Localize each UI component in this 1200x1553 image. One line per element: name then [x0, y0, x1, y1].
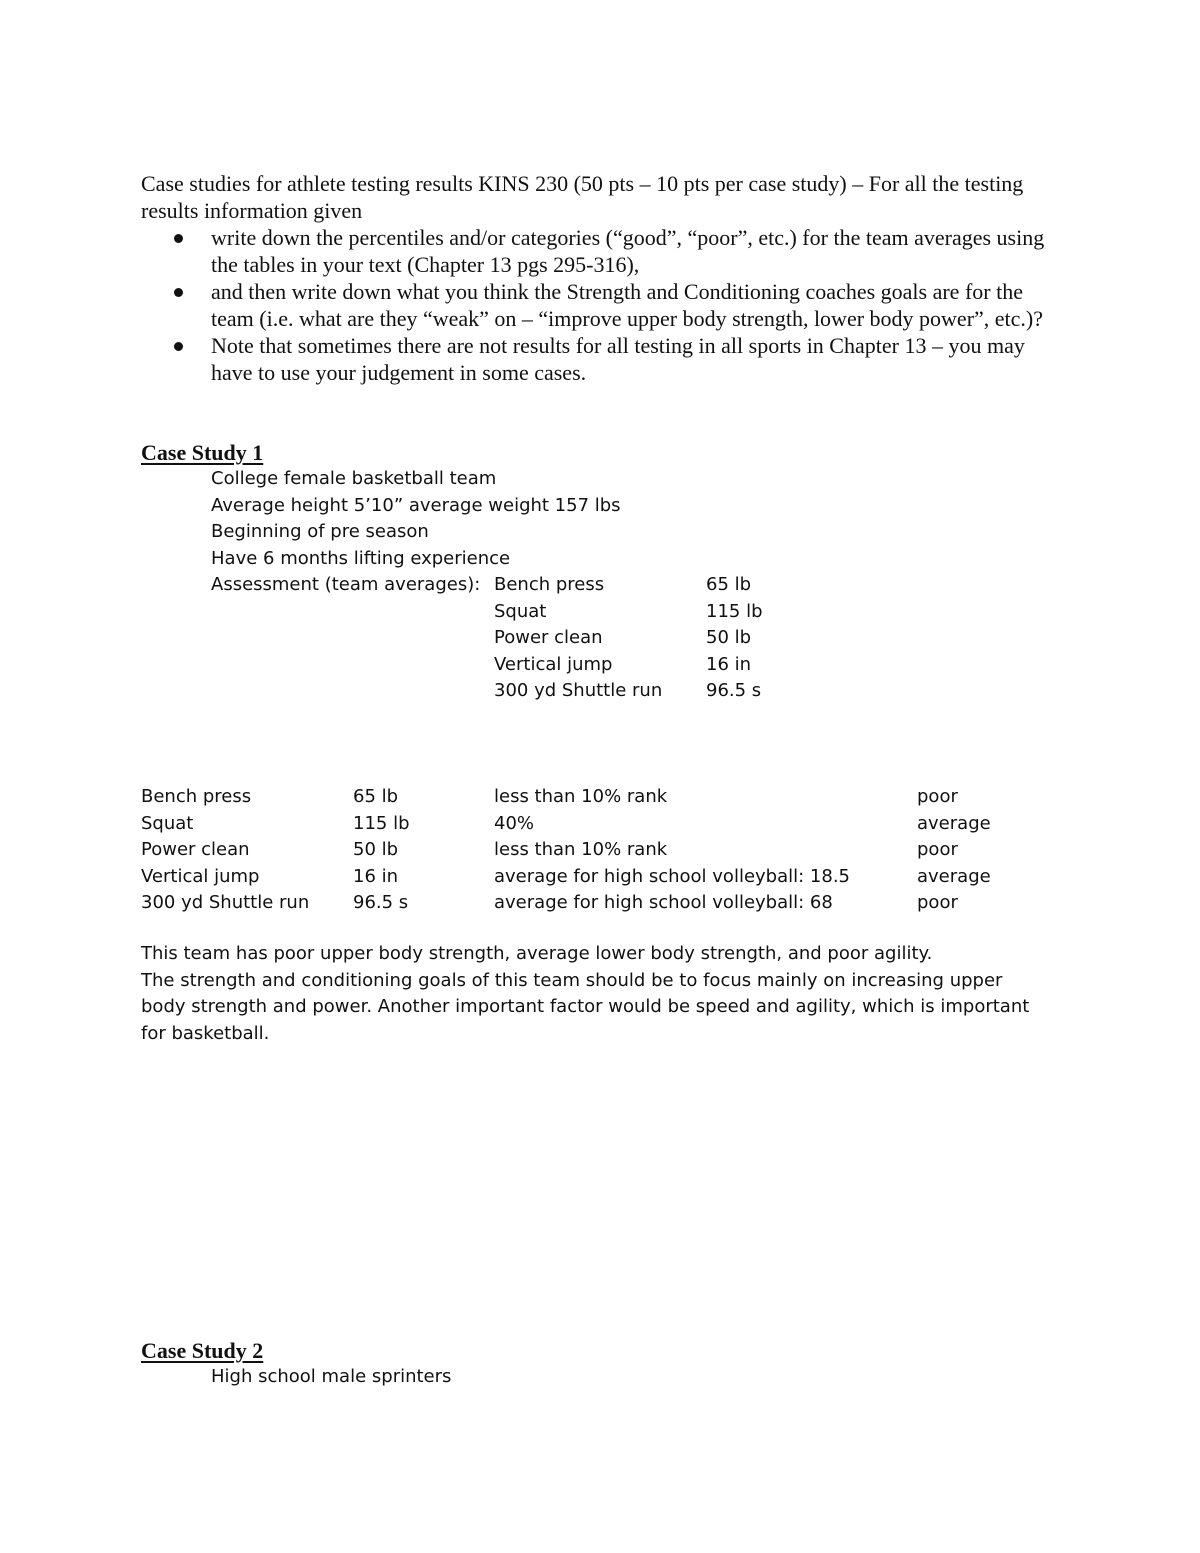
table-row [141, 811, 1041, 838]
intro-lead: Case studies for athlete testing results KINS 230 (50 pts – 10 pts per case study) – For all the testing results information given [141, 171, 1024, 223]
instruction-item [141, 224, 1061, 278]
table-row [141, 864, 1041, 891]
result-value: 50 lb [353, 839, 399, 860]
case-study-1-details [211, 466, 621, 572]
table-row [141, 837, 1041, 864]
result-category: average [917, 812, 991, 834]
detail-line: College female basketball team [211, 468, 497, 489]
result-value: 16 in [353, 865, 399, 887]
result-test: Vertical jump [141, 865, 260, 887]
instruction-text: Note that sometimes there are not results for all testing in all sports in Chapter 13 – you may have to use your judgement in some cases. [211, 333, 1025, 385]
assessment-row [494, 652, 794, 679]
assessment-value: 96.5 s [706, 680, 762, 701]
result-value: 96.5 s [353, 892, 409, 913]
intro-section [141, 170, 1061, 386]
instruction-text: and then write down what you think the Strength and Conditioning coaches goals are for the team (i.e. what are they “weak” on – “improve upper body strength, lower body power”, etc.)? [211, 279, 1044, 331]
result-rank: 40% [494, 812, 535, 834]
summary-paragraph: The strength and conditioning goals of this team should be to focus mainly on increasing upper body strength and power. Another important factor would be speed and agility, which is important for basketball. [141, 969, 1030, 1044]
case-study-1-heading: Case Study 1 [141, 440, 264, 465]
assessment-row [494, 625, 794, 652]
assessment-label: Assessment (team averages): [211, 574, 481, 595]
results-table [141, 784, 1041, 917]
instruction-item [141, 332, 1061, 386]
assessment-value: 16 in [706, 653, 752, 675]
case-study-2-heading: Case Study 2 [141, 1338, 264, 1363]
assessment-test: Squat [494, 600, 547, 622]
result-test: Squat [141, 812, 194, 834]
bullet-icon [174, 342, 183, 351]
bullet-icon [174, 234, 183, 243]
assessment-test: Vertical jump [494, 653, 613, 675]
case-study-1-summary [141, 941, 1041, 1047]
detail-line: Have 6 months lifting experience [211, 547, 511, 569]
assessment-value: 50 lb [706, 627, 752, 648]
assessment-list [494, 572, 794, 705]
assessment-value: 115 lb [706, 600, 763, 622]
instruction-item [141, 278, 1061, 332]
assessment-test: 300 yd Shuttle run [494, 680, 663, 701]
instruction-text: write down the percentiles and/or categories (“good”, “poor”, etc.) for the team averages using the tables in your text (Chapter 13 pgs 295-316), [211, 225, 1045, 277]
instruction-list [141, 224, 1061, 386]
assessment-row [494, 572, 794, 599]
result-category: poor [917, 839, 958, 860]
result-rank: average for high school volleyball: 68 [494, 892, 833, 913]
assessment-test: Power clean [494, 627, 603, 648]
table-row [141, 784, 1041, 811]
detail-line: Beginning of pre season [211, 521, 429, 542]
detail-line: Average height 5’10” average weight 157 lbs [211, 494, 621, 516]
result-rank: less than 10% rank [494, 839, 668, 860]
result-rank: less than 10% rank [494, 786, 668, 807]
table-row [141, 890, 1041, 917]
result-category: poor [917, 786, 958, 807]
case-study-2-detail-line: High school male sprinters [211, 1366, 452, 1387]
assessment-row [494, 599, 794, 626]
assessment-row [494, 678, 794, 705]
result-value: 65 lb [353, 786, 399, 807]
result-category: average [917, 865, 991, 887]
result-rank: average for high school volleyball: 18.5 [494, 865, 850, 887]
summary-paragraph: This team has poor upper body strength, average lower body strength, and poor agility. [141, 943, 933, 964]
assessment-test: Bench press [494, 574, 605, 595]
result-test: Power clean [141, 839, 250, 860]
assessment-value: 65 lb [706, 574, 752, 595]
result-test: Bench press [141, 786, 252, 807]
result-test: 300 yd Shuttle run [141, 892, 310, 913]
bullet-icon [174, 288, 183, 297]
result-category: poor [917, 892, 958, 913]
result-value: 115 lb [353, 812, 410, 834]
